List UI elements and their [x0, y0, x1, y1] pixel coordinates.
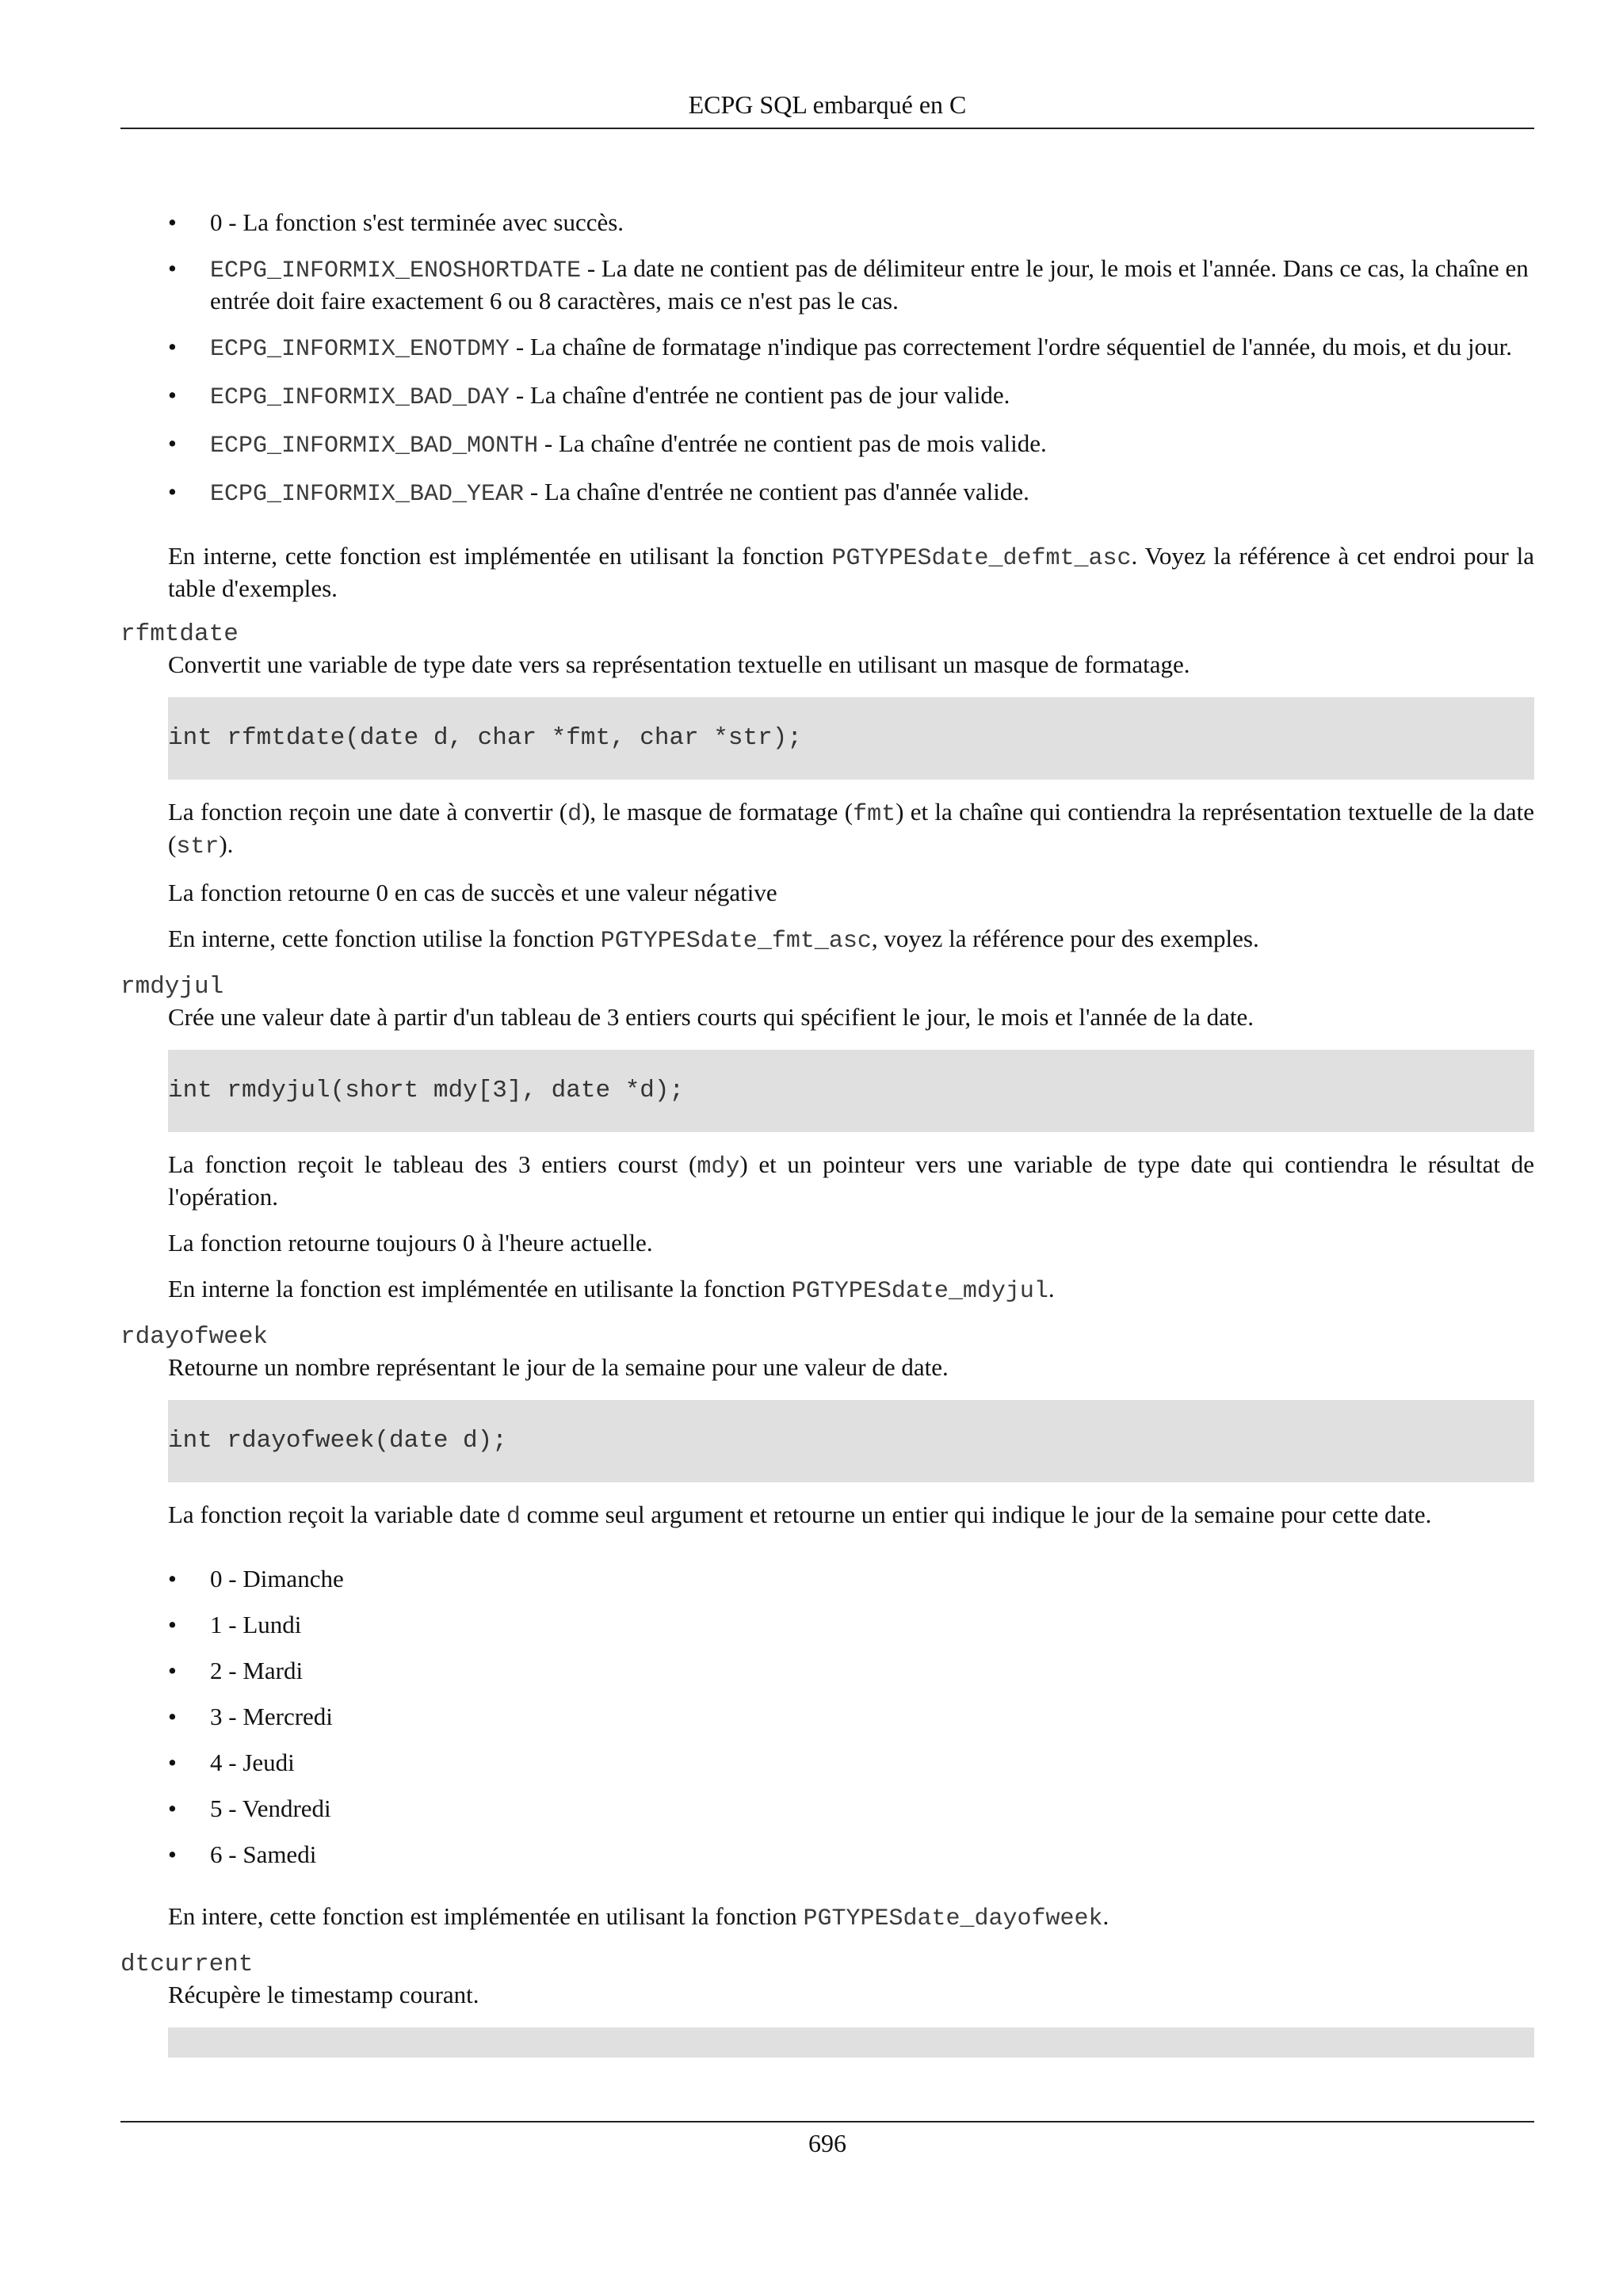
paragraph [168, 797, 1534, 862]
error-code: ECPG_INFORMIX_BAD_DAY [210, 384, 510, 411]
list-item [120, 429, 1534, 461]
term-dtcurrent: dtcurrent [120, 1951, 254, 1978]
paragraph [168, 1274, 1534, 1306]
return-codes-list [120, 208, 1534, 509]
bullet: • [168, 1794, 177, 1822]
note-text: En interne, cette fonction est implémentée en utilisant la fonction [168, 542, 832, 570]
list-item [120, 208, 1534, 238]
weekday-list [120, 1564, 1534, 1870]
term-rmdyjul: rmdyjul [120, 973, 224, 1001]
code-block: int rdayofweek(date d); [168, 1400, 1534, 1482]
bullet: • [168, 1703, 177, 1730]
bullet: • [168, 429, 177, 457]
function-reference: PGTYPESdate_fmt_asc [600, 928, 872, 955]
paragraph [168, 1150, 1534, 1212]
paragraph: La fonction retourne toujours 0 à l'heure actuelle. [168, 1229, 653, 1257]
list-item [120, 477, 1534, 509]
text: La fonction reçoit le tableau des 3 entiers courst ( [168, 1150, 697, 1178]
list-item [120, 1656, 1534, 1686]
inline-code: fmt [853, 801, 896, 828]
bullet: • [168, 208, 177, 236]
error-code: ECPG_INFORMIX_BAD_MONTH [210, 433, 539, 460]
code-block: int rmdyjul(short mdy[3], date *d); [168, 1050, 1534, 1132]
list-item-text: - La date ne contient pas de délimiteur entre le jour, le mois et l'année. Dans ce cas, la chaîne en entrée doit faire exactement 6 ou 8 caractères, mais ce n'est pas le cas. [210, 254, 1529, 315]
bullet: • [168, 1565, 177, 1592]
text: comme seul argument et retourne un entier qui indique le jour de la semaine pour cette date. [520, 1501, 1432, 1528]
list-item [120, 254, 1534, 316]
text: En intere, cette fonction est implémentée en utilisant la fonction [168, 1902, 804, 1930]
header-rule [120, 128, 1534, 129]
list-item-text: 3 - Mercredi [210, 1703, 333, 1730]
list-item-text: 0 - La fonction s'est terminée avec succès. [210, 208, 624, 236]
paragraph [168, 924, 1534, 956]
list-item-text: 2 - Mardi [210, 1657, 304, 1684]
footer-rule [120, 2121, 1534, 2122]
text: . [1102, 1902, 1109, 1930]
inline-code: d [506, 1504, 521, 1531]
list-item [120, 1794, 1534, 1824]
list-item-text: 6 - Samedi [210, 1840, 317, 1868]
running-header: ECPG SQL embarqué en C [688, 90, 967, 119]
text: ) et un pointeur vers une variable de type date qui contiendra le résultat de l'opération. [168, 1150, 1534, 1211]
function-reference: PGTYPESdate_dayofweek [803, 1905, 1103, 1932]
text: ) et la chaîne qui contiendra la représentation textuelle de la date ( [168, 798, 1534, 858]
text: ). [219, 830, 234, 858]
list-item-text: - La chaîne d'entrée ne contient pas d'année valide. [524, 478, 1029, 505]
list-item-text: 4 - Jeudi [210, 1749, 295, 1776]
text: , voyez la référence pour des exemples. [871, 925, 1259, 952]
error-code: ECPG_INFORMIX_ENOTDMY [210, 336, 510, 363]
bullet: • [168, 478, 177, 505]
text: . [1048, 1275, 1055, 1302]
function-reference: PGTYPESdate_defmt_asc [831, 545, 1132, 572]
list-item-text: 0 - Dimanche [210, 1565, 344, 1592]
bullet: • [168, 1749, 177, 1776]
text: La fonction reçoit la variable date [168, 1501, 506, 1528]
paragraph [168, 1500, 1534, 1532]
term-rdayofweek: rdayofweek [120, 1323, 269, 1351]
bullet: • [168, 381, 177, 409]
list-item [120, 1564, 1534, 1594]
list-item-text: 5 - Vendredi [210, 1794, 331, 1822]
term-description: Convertit une variable de type date vers sa représentation textuelle en utilisant un masque de formatage. [168, 650, 1190, 678]
term-rfmtdate: rfmtdate [120, 620, 239, 648]
bullet: • [168, 1657, 177, 1684]
list-item [120, 1840, 1534, 1870]
bullet: • [168, 333, 177, 360]
list-item [120, 332, 1534, 364]
bullet: • [168, 1840, 177, 1868]
term-description: Récupère le timestamp courant. [168, 1981, 479, 2008]
function-reference: PGTYPESdate_mdyjul [791, 1278, 1048, 1305]
term-description: Crée une valeur date à partir d'un tableau de 3 entiers courts qui spécifient le jour, le mois et l'année de la date. [168, 1003, 1254, 1031]
text: La fonction reçoin une date à convertir ( [168, 798, 568, 826]
paragraph [168, 1901, 1534, 1934]
page-content [120, 208, 1534, 2058]
note-text: . Voyez la référence à cet endroi pour la table d'exemples. [168, 542, 1534, 602]
inline-code: str [176, 833, 220, 860]
code-block: int rfmtdate(date d, char *fmt, char *str); [168, 697, 1534, 780]
list-item [120, 380, 1534, 413]
bullet: • [168, 254, 177, 282]
list-item-text: 1 - Lundi [210, 1611, 302, 1638]
inline-code: d [567, 801, 582, 828]
inline-code: mdy [697, 1154, 740, 1180]
list-item [120, 1748, 1534, 1778]
text: En interne, cette fonction utilise la fonction [168, 925, 601, 952]
list-item-text: - La chaîne d'entrée ne contient pas de jour valide. [510, 381, 1010, 409]
document-page [120, 0, 1534, 2296]
list-item-text: - La chaîne de formatage n'indique pas correctement l'ordre séquentiel de l'année, du mois, et du jour. [510, 333, 1512, 360]
list-item [120, 1702, 1534, 1732]
intro-note [168, 541, 1534, 604]
list-item [120, 1610, 1534, 1640]
code-block [168, 2027, 1534, 2058]
bullet: • [168, 1611, 177, 1638]
page-number: 696 [808, 2129, 846, 2157]
error-code: ECPG_INFORMIX_ENOSHORTDATE [210, 257, 582, 284]
error-code: ECPG_INFORMIX_BAD_YEAR [210, 481, 525, 508]
paragraph: La fonction retourne 0 en cas de succès et une valeur négative [168, 879, 777, 906]
term-description: Retourne un nombre représentant le jour de la semaine pour une valeur de date. [168, 1353, 949, 1381]
list-item-text: - La chaîne d'entrée ne contient pas de mois valide. [538, 429, 1047, 457]
text: ), le masque de formatage ( [582, 798, 854, 826]
text: En interne la fonction est implémentée en utilisante la fonction [168, 1275, 792, 1302]
